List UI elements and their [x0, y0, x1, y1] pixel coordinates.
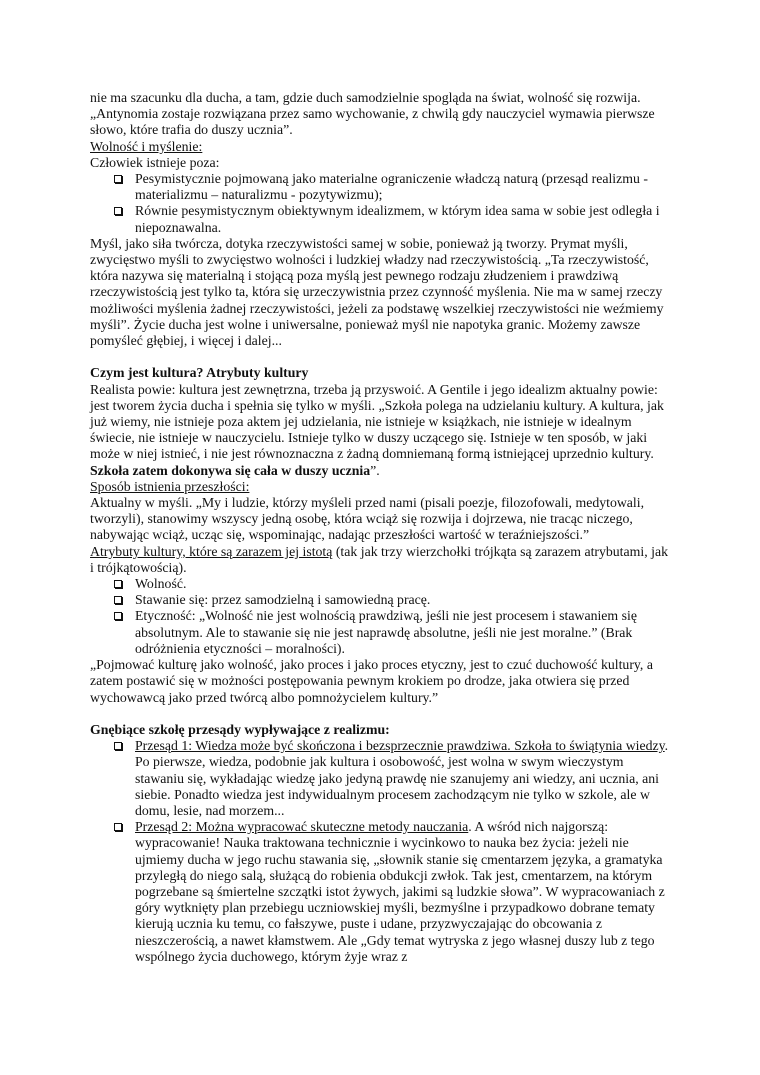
- list-item: [90, 171, 675, 203]
- culture-paragraph-end: ”.: [370, 462, 380, 478]
- spacer: [90, 349, 675, 365]
- past-paragraph: Aktualny w myśli. „My i ludzie, którzy myśleli przed nami (pisali poezje, filozofowali, medytowali, tworzyli), stanowimy wszyscy jedną osobę, która wciąż się rozwija i dojrzewa, nie tracąc niczego, nabywając wciąż, ucząc się, wspominając, nadając przeszłości wartość w teraźniejszości.”: [90, 495, 645, 543]
- attributes-paragraph: [90, 544, 675, 576]
- section-heading-freedom: [90, 139, 675, 155]
- list-item: [90, 592, 675, 608]
- past-heading-text: Sposób istnienia przeszłości:: [90, 478, 250, 494]
- document-page: [90, 90, 675, 965]
- attributes-heading-text: Atrybuty kultury, które są zarazem jej istotą: [90, 543, 333, 559]
- attributes-text: (tak jak trzy wierzchołki trójkąta są zarazem atrybutami, jak i trójkątowością).: [90, 543, 668, 575]
- checkbox-bullet-icon: [114, 823, 122, 831]
- prejudices-list: [90, 738, 675, 965]
- section-heading-culture: Czym jest kultura? Atrybuty kultury: [90, 365, 309, 381]
- checkbox-bullet-icon: [114, 207, 122, 215]
- checkbox-bullet-icon: [114, 580, 122, 588]
- list-item: [90, 738, 675, 819]
- intro-quote-paragraph: „Antynomia zostaje rozwiązana przez samo wychowanie, z chwilą gdy nauczyciel wymawia pierwsze słowo, które trafia do duszy ucznia”.: [90, 106, 655, 138]
- checkbox-bullet-icon: [114, 742, 122, 750]
- checkbox-bullet-icon: [114, 175, 122, 183]
- list-item: [90, 608, 675, 657]
- culture-paragraph: [90, 382, 675, 479]
- attributes-list: [90, 576, 675, 657]
- prejudice-title: Przesąd 2: Można wypracować skuteczne metody nauczania: [135, 819, 469, 835]
- culture-paragraph-text: Realista powie: kultura jest zewnętrzna, trzeba ją przyswoić. A Gentile i jego idealizm aktualny powie: jest tworem życia ducha i spełnia się tylko w myśli. „Szkoła polega na udzielaniu kultury. A kultura, jak już wiemy, nie istnieje poza aktem jej udzielania, nie istnieje w książkach, nie istnieje w idealnym świecie, nie istnieje w nauczycielu. Istnieje tylko w duszy uczącego się. Istnieje w ten sposób, w jaki może w niej istnieć, i nie jest równoznaczna z żadną domniemaną formą istniejącej uprzednio kultury.: [90, 381, 664, 462]
- freedom-paragraph: Myśl, jako siła twórcza, dotyka rzeczywistości samej w sobie, ponieważ ją tworzy. Prymat myśli, zwycięstwo myśli to zwycięstwo wolności i ludzkiej władzy nad rzeczywistością. „Ta rzeczywistość, która nazywa się materialną i stojącą poza myślą jest pewnego rodzaju złudzeniem i prawdziwą rzeczywistością jest tylko ta, która się urzeczywistnia przez czynność myślenia. Nie ma w samej rzeczy możliwości myślenia żadnej rzeczywistości, jeżeli za podstawę wszelkiej rzeczywistości nie weźmiemy myśli”. Życie ducha jest wolne i uniwersalne, ponieważ myśl nie napotyka granic. Możemy zawsze pomyśleć głębiej, i więcej i dalej...: [90, 235, 664, 349]
- prejudice-text: . A wśród nich najgorszą: wypracowanie! Nauka traktowana technicznie i wycinkowo to nauka bez życia: jeżeli nie ujmiemy ducha w jego ruchu stawania się, „słownik stanie się cmentarzem języka, a gramatyka przyległą do niego salą, służącą do robienia obdukcji zwłok. Tak jest, cmentarzem, na którym pogrzebane są śmiertelne szczątki istot żywych, jakimi są ludzkie słowa”. W wypracowaniach z góry wytknięty plan przebiegu uczniowskiej myśli, bezmyślne i przypadkowo dobrane tematy kierują ucznia ku temu, co fałszywe, puste i udane, przyzwyczajając do obcowania z nieszczerością, a nawet kłamstwem. Ale „Gdy temat wytryska z jego własnej duszy lub z tego wspólnego życia duchowego, którym żyje wraz z: [135, 819, 665, 964]
- list-item: [90, 576, 675, 592]
- freedom-heading-text: Wolność i myślenie:: [90, 138, 203, 154]
- list-item: [90, 203, 675, 235]
- list-item-text: Stawanie się: przez samodzielną i samowiedną pracę.: [135, 592, 431, 608]
- checkbox-bullet-icon: [114, 612, 122, 620]
- prejudice-title: Przesąd 1: Wiedza może być skończona i bezsprzecznie prawdziwa. Szkoła to świątynia wiedzy: [135, 738, 665, 754]
- freedom-lead: Człowiek istnieje poza:: [90, 154, 220, 170]
- checkbox-bullet-icon: [114, 596, 122, 604]
- intro-paragraph-1: nie ma szacunku dla ducha, a tam, gdzie duch samodzielnie spogląda na świat, wolność się rozwija.: [90, 90, 641, 105]
- past-heading: [90, 479, 675, 495]
- list-item-text: Pesymistycznie pojmowaną jako materialne ograniczenie władczą naturą (przesąd realizmu - materializmu – naturalizmu - pozytywizmu);: [135, 171, 648, 203]
- list-item-text: Etyczność: „Wolność nie jest wolnością prawdziwą, jeśli nie jest procesem i stawaniem się absolutnym. Ale to stawanie się nie jest naprawdę absolutne, jeśli nie jest moralne.” (Brak odróżnienia etyczności – moralności).: [135, 608, 637, 656]
- culture-paragraph-bold: Szkoła zatem dokonywa się cała w duszy ucznia: [90, 462, 371, 478]
- list-item-text: Wolność.: [135, 576, 187, 592]
- culture-quote: „Pojmować kulturę jako wolność, jako proces i jako proces etyczny, jest to czuć duchowość kultury, a zatem postawić się w możności postępowania pewnym krokiem po drodze, jaka otwiera się przed wychowawcą jako przed twórcą albo pomnożycielem kultury.”: [90, 657, 653, 705]
- list-item-text: Równie pesymistycznym obiektywnym idealizmem, w którym idea sama w sobie jest odległa i niepoznawalna.: [135, 203, 660, 235]
- list-item: [90, 819, 675, 965]
- spacer: [90, 706, 675, 722]
- section-heading-prejudices: Gnębiące szkołę przesądy wypływające z realizmu:: [90, 721, 390, 737]
- freedom-list: [90, 171, 675, 236]
- prejudice-text: . Po pierwsze, wiedza, podobnie jak kultura i osobowość, jest wolna w swym wieczystym stawaniu się, wykładając wiedzę jako jedyną prawdę nie szanujemy ani wiedzy, ani ucznia, ani siebie. Ponadto wiedza jest indywidualnym procesem zachodzącym nie tylko w szkole, ale w domu, lesie, nad morzem...: [135, 738, 669, 818]
